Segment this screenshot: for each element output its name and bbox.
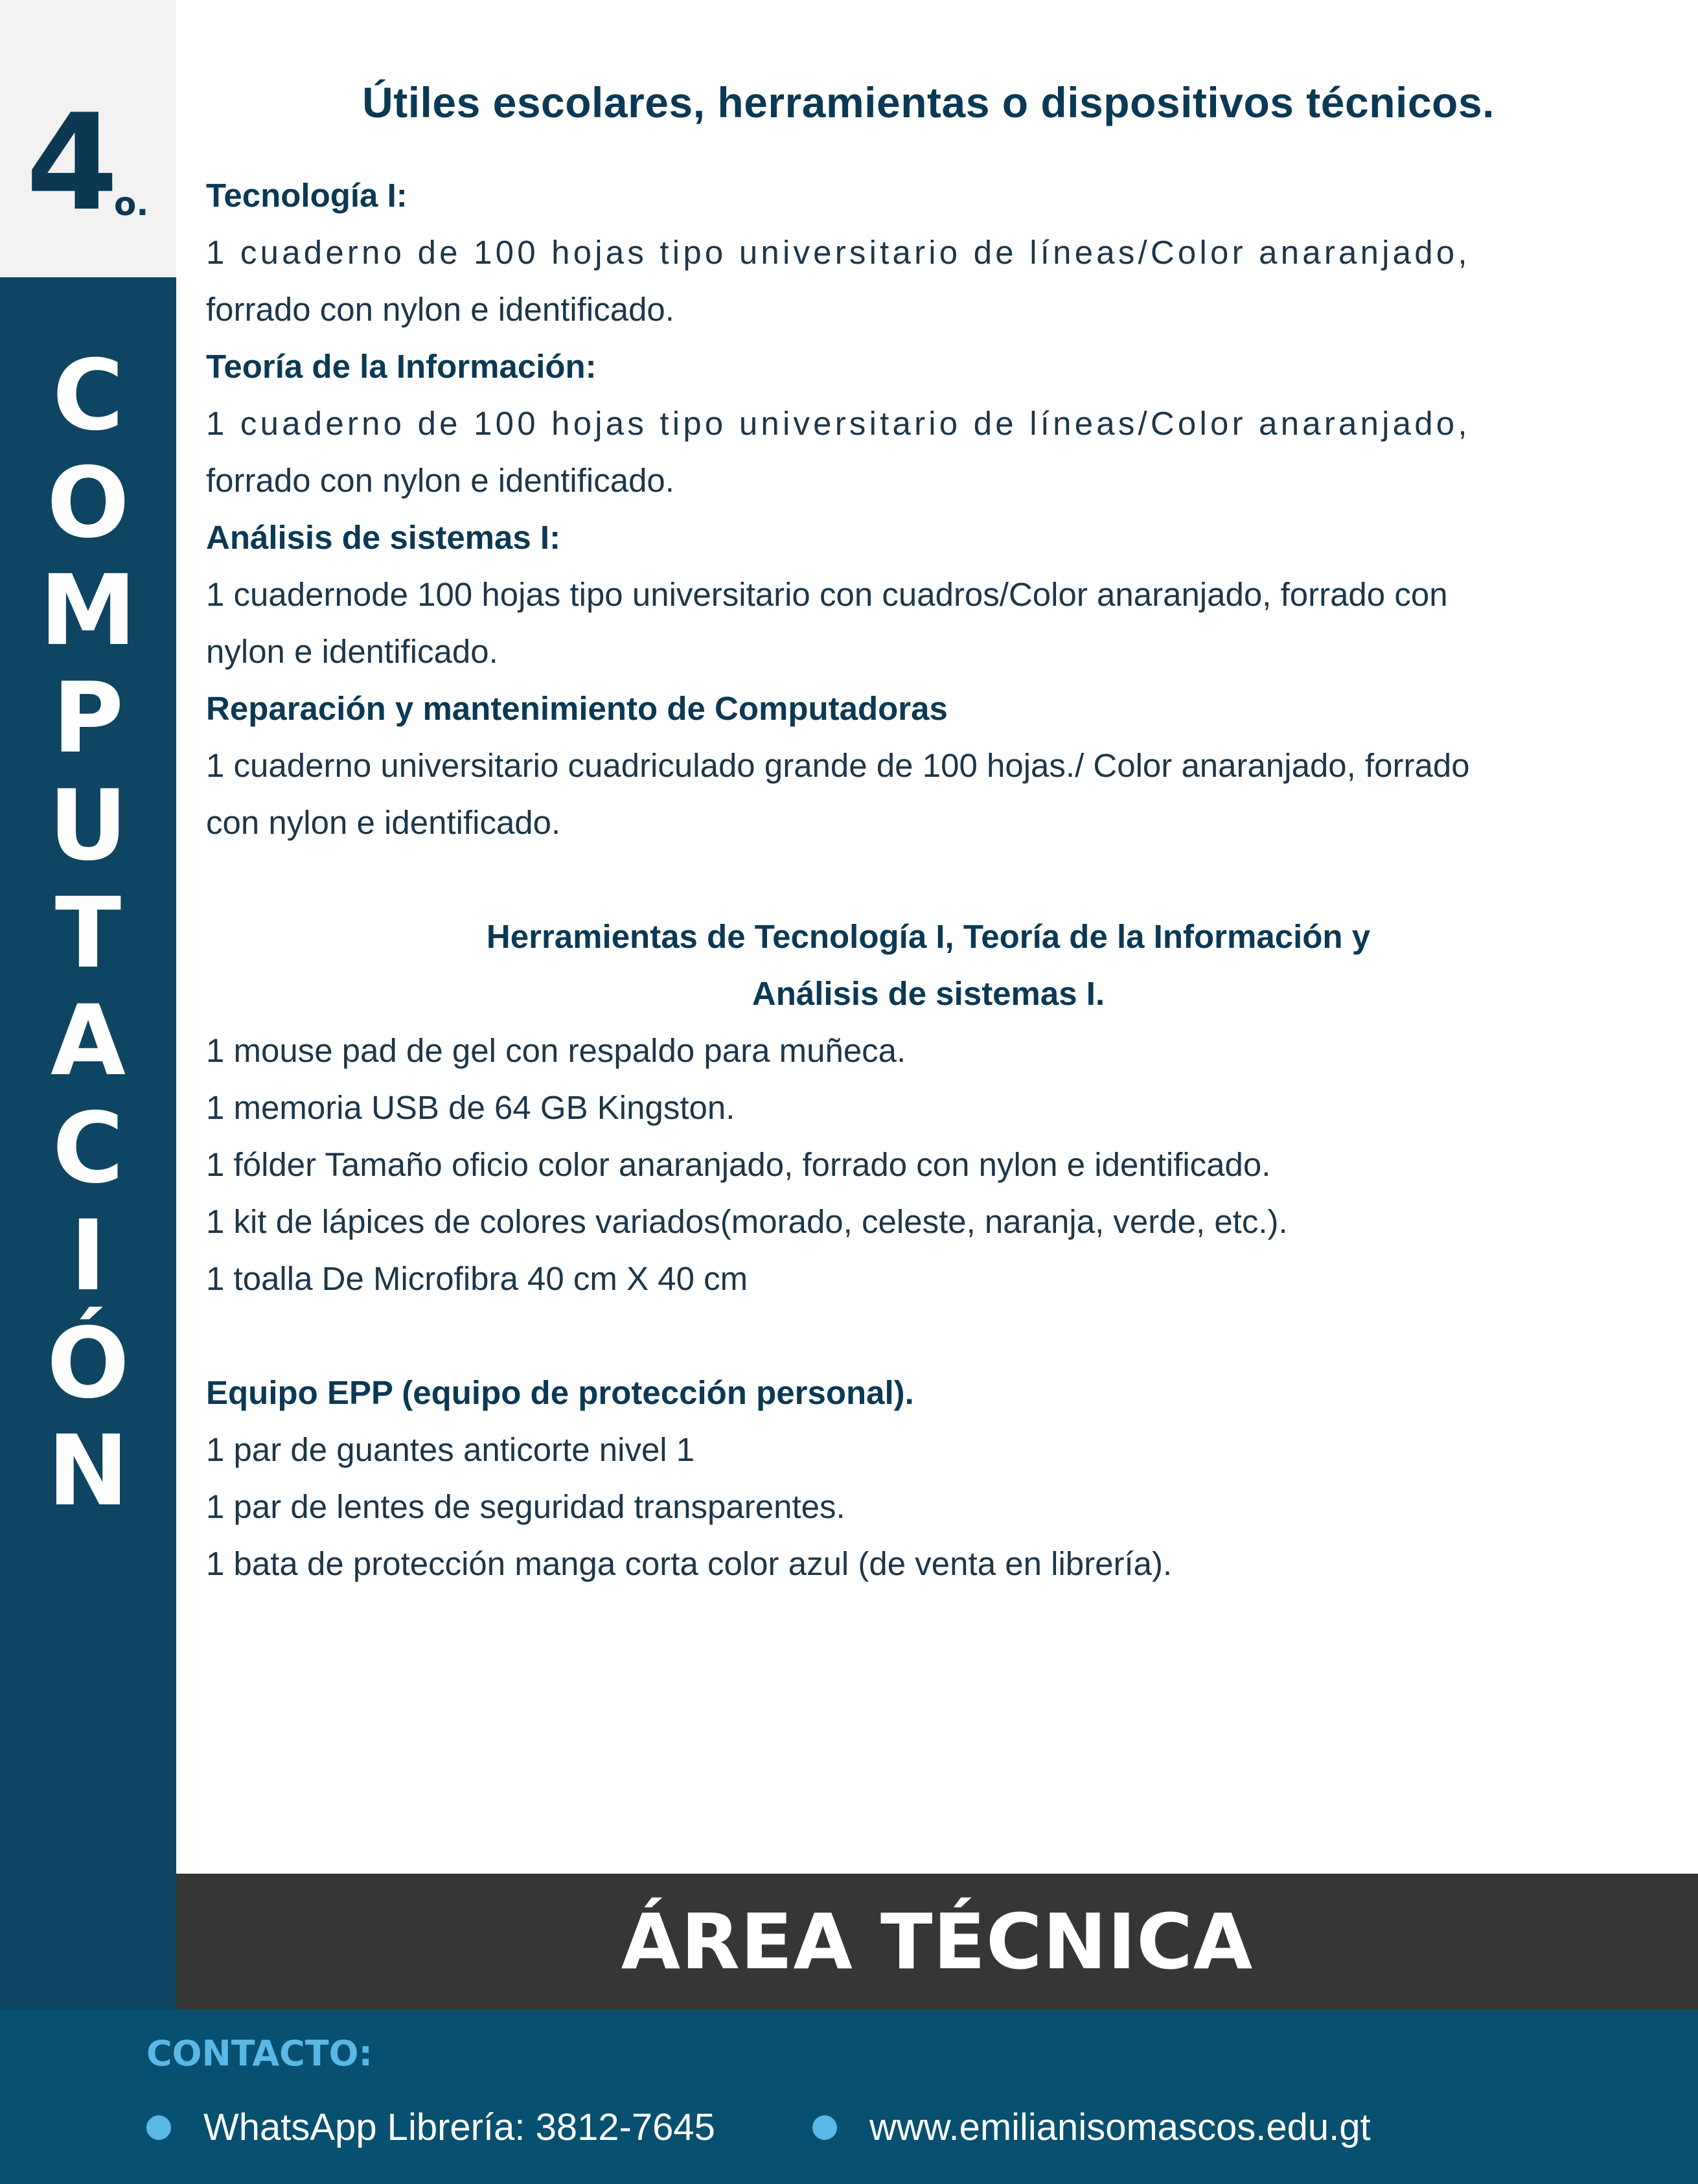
grade-suffix: o. — [114, 185, 149, 223]
tools-heading-line2: Análisis de sistemas I. — [751, 975, 1105, 1012]
subject-line: 1 cuaderno de 100 hojas tipo universitario de líneas/Color anaranjado, — [206, 405, 1471, 442]
list-item: 1 fólder Tamaño oficio color anaranjado, forrado con nylon e identificado. — [206, 1146, 1271, 1183]
contact-footer — [0, 2010, 1698, 2184]
epp-heading: Equipo EPP (equipo de protección personal). — [206, 1374, 914, 1411]
subject-line: 1 cuaderno de 100 hojas tipo universitario de líneas/Color anaranjado, — [206, 234, 1471, 271]
sidebar-letter: M — [40, 555, 137, 667]
subject-heading: Análisis de sistemas I: — [206, 519, 561, 556]
sidebar-letter: U — [49, 770, 128, 882]
area-banner — [176, 1874, 1698, 2010]
subject-line: nylon e identificado. — [206, 633, 498, 670]
list-item: 1 par de guantes anticorte nivel 1 — [206, 1431, 695, 1468]
subject-line: forrado con nylon e identificado. — [206, 291, 674, 328]
bullet-dot-icon — [812, 2115, 837, 2140]
spacer — [206, 1307, 1651, 1364]
list-item: 1 toalla De Microfibra 40 cm X 40 cm — [206, 1260, 748, 1297]
contact-label: CONTACTO: — [146, 2033, 373, 2074]
whatsapp-contact[interactable] — [146, 2106, 715, 2149]
list-item: 1 bata de protección manga corta color azul (de venta en librería). — [206, 1545, 1173, 1582]
subject-line: 1 cuaderno universitario cuadriculado grande de 100 hojas./ Color anaranjado, forrado — [206, 747, 1470, 784]
subject-line: forrado con nylon e identificado. — [206, 462, 674, 499]
list-item: 1 mouse pad de gel con respaldo para muñeca. — [206, 1032, 906, 1069]
grade-number: 4 — [26, 86, 119, 240]
subject-heading: Reparación y mantenimiento de Computadoras — [206, 690, 948, 727]
sidebar-letter: A — [50, 985, 126, 1098]
grade-box — [0, 0, 176, 277]
sidebar-letter: O — [47, 447, 130, 560]
subject-line: 1 cuadernode 100 hojas tipo universitario con cuadros/Color anaranjado, forrado con — [206, 576, 1448, 613]
sidebar-letter: T — [54, 877, 122, 990]
subject-line: con nylon e identificado. — [206, 804, 561, 841]
sidebar — [0, 277, 176, 2010]
website-text: www.emilianisomascos.edu.gt — [869, 2106, 1371, 2148]
bullet-dot-icon — [146, 2115, 171, 2140]
tools-heading-line1: Herramientas de Tecnología I, Teoría de la Información y — [486, 918, 1371, 955]
spacer — [206, 851, 1651, 908]
sidebar-letter: Ó — [47, 1307, 130, 1420]
main-content — [206, 78, 1651, 1592]
list-item: 1 par de lentes de seguridad transparentes. — [206, 1488, 845, 1525]
subject-heading: Teoría de la Información: — [206, 348, 597, 385]
list-item: 1 kit de lápices de colores variados(morado, celeste, naranja, verde, etc.). — [206, 1203, 1288, 1240]
sidebar-letter: C — [52, 339, 124, 452]
sidebar-letter: I — [70, 1200, 106, 1313]
sidebar-letter: C — [52, 1092, 124, 1205]
page-title: Útiles escolares, herramientas o dispositivos técnicos. — [362, 78, 1495, 126]
area-title: ÁREA TÉCNICA — [621, 1897, 1254, 1986]
subject-heading: Tecnología I: — [206, 177, 407, 214]
sidebar-vertical-word — [0, 339, 176, 1528]
sidebar-letter: N — [47, 1415, 129, 1528]
whatsapp-text: WhatsApp Librería: 3812-7645 — [203, 2106, 715, 2148]
sidebar-letter: P — [52, 662, 124, 775]
list-item: 1 memoria USB de 64 GB Kingston. — [206, 1089, 735, 1126]
website-link[interactable] — [812, 2106, 1371, 2149]
